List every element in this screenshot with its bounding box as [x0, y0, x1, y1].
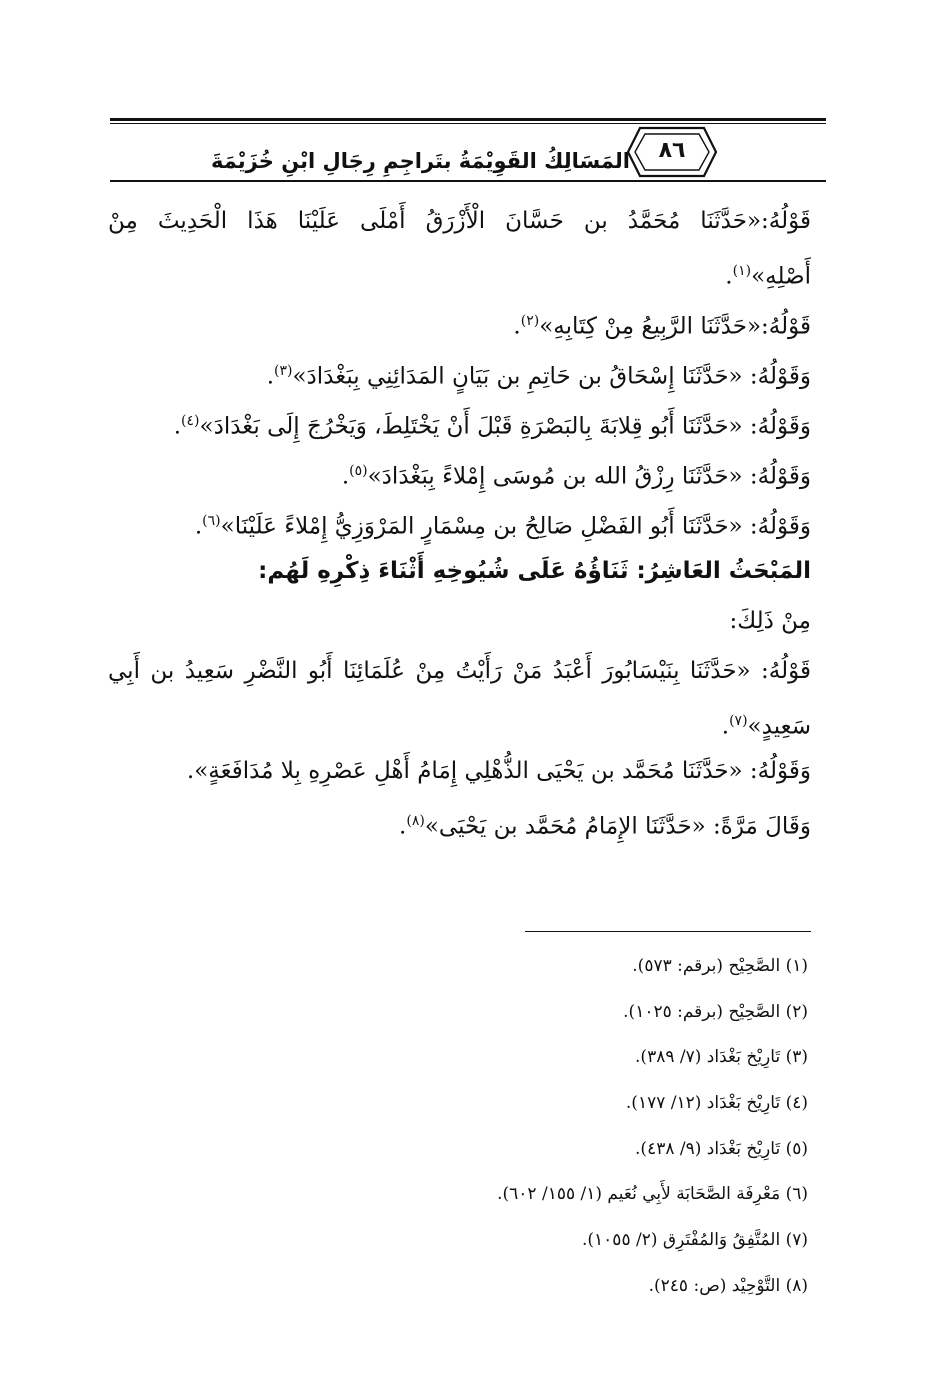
footnote-ref[interactable]: (٨) [406, 813, 425, 829]
page-number: ٨٦ [658, 138, 686, 163]
running-header-title: المَسَالِكُ القَوِيْمَةُ بتَراجِمِ رِجَالِ ابْنِ خُزَيْمَةَ [210, 149, 630, 173]
footnote-ref[interactable]: (٣) [274, 363, 293, 379]
footnote: (٥) تَارِيْخ بَغْدَاد (٩/ ٤٣٨). [635, 1138, 808, 1159]
text-line: قَوْلُهُ:«حَدَّثَنَا الرَّبِيعُ مِنْ كِتَابِهِ»$^{(٢)}$. [513, 313, 811, 340]
text-line: قَوْلُهُ:«حَدَّثَنَا مُحَمَّدُ بن حَسَّانَ الْأَزْرَقُ أَمْلَى عَلَيْنَا هَذَا الْحَدِيثَ مِنْ [108, 208, 811, 234]
footnote: (١) الصَّحِيْح (برقم: ٥٧٣). [632, 956, 808, 976]
text-line: وَقَوْلُهُ: «حَدَّثَنَا أَبُو الفَضْلِ صَالِحُ بن مِسْمَارٍ المَرْوَزِيُّ إِمْلاءً عَلَيْنَا»$^{(٦)}$. [194, 513, 811, 540]
text-line: أَصْلِهِ»$^{(١)}$. [725, 263, 811, 290]
section-heading: المَبْحَثُ العَاشِرُ: ثَنَاؤُهُ عَلَى شُيُوخِهِ أَثْنَاءَ ذِكْرِهِ لَهُم: [258, 558, 811, 584]
text-line: وَقَوْلُهُ: «حَدَّثَنَا مُحَمَّد بن يَحْيَى الذُّهْلِي إِمَامُ أَهْلِ عَصْرِهِ بِلا مُدَافَعَةٍ». [186, 758, 811, 784]
text-line: سَعِيدٍ»$^{(٧)}$. [721, 713, 811, 740]
footnote-ref[interactable]: (٥) [349, 463, 368, 479]
footnote-ref[interactable]: (٤) [181, 413, 200, 429]
footnote: (٣) تَارِيْخ بَغْدَاد (٧/ ٣٨٩). [635, 1047, 808, 1068]
footnote: (٦) مَعْرِفَة الصَّحَابَة لأَبِي نُعَيم (١/ ١٥٥/ ٦٠٢). [497, 1184, 808, 1205]
footnote: (٤) تَارِيْخ بَغْدَاد (١٢/ ١٧٧). [625, 1093, 808, 1114]
header-rule-top [110, 118, 826, 121]
footnotes [300, 944, 808, 1310]
footnote: (٢) الصَّحِيْح (برقم: ١٠٢٥). [623, 1001, 808, 1022]
text-line: وَقَوْلُهُ: «حَدَّثَنَا إِسْحَاقُ بن حَاتِمِ بن بَيَانٍ المَدَائِنِي بِبَغْدَادَ»$^{(٣)}$. [266, 363, 811, 390]
footnote: (٨) التَّوْحِيْد (ص: ٢٤٥). [648, 1275, 808, 1296]
footnote-ref[interactable]: (٢) [520, 313, 540, 329]
text-line: مِنْ ذَلِكَ: [729, 608, 811, 634]
text-line: قَوْلُهُ: «حَدَّثَنَا بِنَيْسَابُورَ أَعْبَدُ مَنْ رَأَيْتُ مِنْ عُلَمَائِنَا أَبُو النَّضْرِ سَعِيدُ بن أَبِي [108, 658, 811, 684]
text-line: وَقَالَ مَرَّةً: «حَدَّثَنَا الإِمَامُ مُحَمَّد بن يَحْيَى»$^{(٨)}$. [399, 813, 811, 840]
footnote-ref[interactable]: (٦) [202, 513, 221, 529]
footnote-ref[interactable]: (٧) [729, 713, 748, 729]
header-rule-mid [110, 123, 826, 124]
text-line: وَقَوْلُهُ: «حَدَّثَنَا رِزْقُ الله بن مُوسَى إِمْلاءً بِبَغْدَادَ»$^{(٥)}$. [341, 463, 811, 490]
header-rule-bottom [110, 180, 826, 182]
footnote: (٧) المُتَّفِقُ وَالمُفْتَرِق (٢/ ١٠٥٥). [582, 1230, 808, 1251]
footnote-ref[interactable]: (١) [732, 263, 752, 279]
main-text [108, 196, 811, 846]
footnote-separator [525, 931, 811, 932]
text-line: وَقَوْلُهُ: «حَدَّثَنَا أَبُو قِلابَةَ بِالبَصْرَةِ قَبْلَ أَنْ يَخْتَلِطَ، وَيَخْرُجَ إِلَى بَغْدَادَ»$^{(٤)}$. [173, 413, 811, 440]
